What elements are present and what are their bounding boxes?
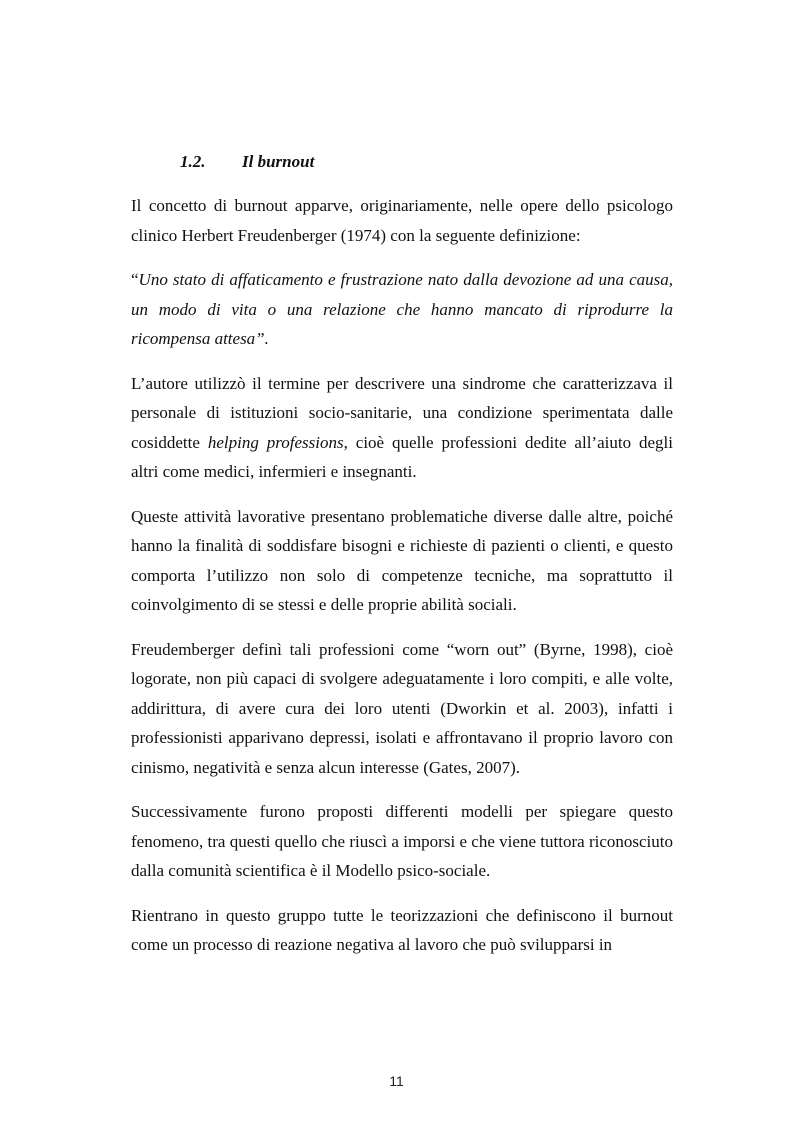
section-heading — [180, 150, 673, 174]
section-title: Il burnout — [242, 152, 315, 171]
helping-professions-term: helping professions — [207, 432, 344, 452]
paragraph-3: Queste attività lavorative presentano problematiche diverse dalle altre, poiché hanno la finalità di soddisfare bisogni e richieste di pazienti o clienti, e questo comporta l’utilizzo non solo di competenze tecniche, ma soprattutto il coinvolgimento di se stessi e delle proprie abilità sociali. — [131, 506, 673, 614]
page-number: 11 — [389, 1073, 404, 1089]
definition-quote — [131, 265, 673, 354]
quote-open-mark: “ — [131, 270, 139, 289]
paragraph-2-end: , cioè quelle professioni dedite all’aiuto degli altri come medici, infermieri e insegnanti. — [131, 432, 673, 481]
paragraph-2-start: L’autore utilizzò il termine per descrivere una sindrome che caratterizzava il personale di istituzioni socio-sanitarie, una condizione sperimentata dalle cosiddette — [131, 373, 673, 452]
section-number: 1.2. — [180, 152, 206, 171]
paragraph-1: Il concetto di burnout apparve, originariamente, nelle opere dello psicologo clinico Herbert Freudenberger (1974) con la seguente definizione: — [131, 196, 673, 245]
quote-text: Uno stato di affaticamento e frustrazione nato dalla devozione ad una causa, un modo di vita o una relazione che hanno mancato di riprodurre la ricompensa attesa”. — [131, 270, 673, 348]
paragraph-4: Freudemberger definì tali professioni come “worn out” (Byrne, 1998), cioè logorate, non più capaci di svolgere adeguatamente i loro compiti, e alle volte, addirittura, di avere cura dei loro utenti (Dworkin et al. 2003), infatti i professionisti apparivano depressi, isolati e affrontavano il proprio lavoro con cinismo, negatività e senza alcun interesse (Gates, 2007). — [131, 639, 673, 777]
paragraph-2 — [131, 369, 673, 487]
paragraph-5: Successivamente furono proposti differenti modelli per spiegare questo fenomeno, tra questi quello che riuscì a imporsi e che viene tuttora riconosciuto dalla comunità scientifica è il Modello psico-sociale. — [131, 802, 673, 880]
page-body — [131, 150, 673, 975]
paragraph-6: Rientrano in questo gruppo tutte le teorizzazioni che definiscono il burnout come un processo di reazione negativa al lavoro che può svilupparsi in — [131, 905, 673, 954]
